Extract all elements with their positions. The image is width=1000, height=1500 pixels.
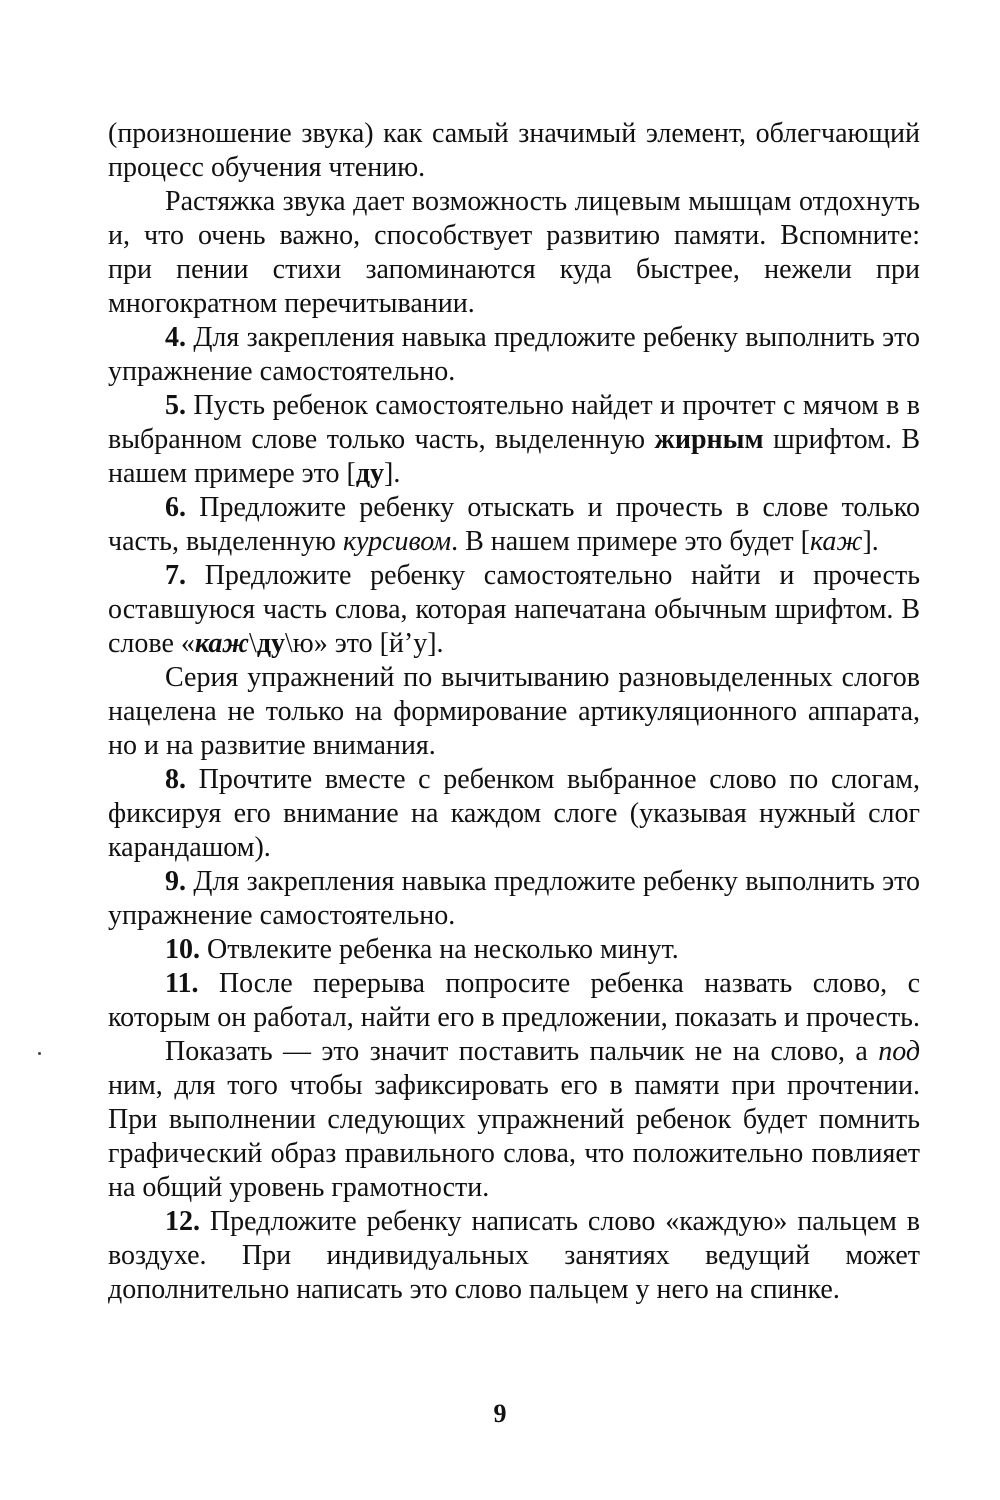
step-11 bbox=[108, 967, 920, 1035]
step-text: \ю» это [й’у]. bbox=[285, 628, 444, 659]
step-number: 5. bbox=[165, 390, 186, 421]
step-text: Для закрепления навыка предложите ребенку выполнить это упражнение самостоятельно. bbox=[108, 322, 920, 387]
bold-word: жирным bbox=[654, 424, 764, 455]
step-number: 6. bbox=[165, 492, 186, 523]
italic-word: под bbox=[878, 1036, 920, 1067]
step-number: 10. bbox=[165, 934, 200, 965]
step-text: шрифтом. В нашем примере это [ bbox=[108, 424, 920, 489]
paragraph-sound-stretch: Растяжка звука дает возможность лицевым мышцам отдохнуть и, что очень важно, способствует развитию памяти. Вспомните: при пении стихи запоминаются куда быстрее, нежели при многократном перечитывании. bbox=[108, 186, 920, 319]
step-9 bbox=[108, 865, 920, 933]
step-number: 4. bbox=[165, 322, 186, 353]
step-number: 9. bbox=[165, 866, 186, 897]
paragraph-text: Показать — это значит поставить пальчик не на слово, а bbox=[165, 1036, 879, 1067]
scan-speck bbox=[38, 1052, 41, 1055]
step-number: 12. bbox=[165, 1206, 200, 1237]
step-text: Пусть ребенок самостоятельно найдет и прочтет с мячом в в выбранном слове только часть, выделенную bbox=[108, 390, 920, 455]
step-text: ]. bbox=[862, 526, 879, 557]
step-number: 8. bbox=[165, 764, 186, 795]
step-number: 7. bbox=[165, 560, 186, 591]
paragraph-series: Серия упражнений по вычитыванию разновыделенных слогов нацелена не только на формирование артикуляционного аппарата, но и на развитие внимания. bbox=[108, 662, 920, 761]
italic-syllable: каж bbox=[194, 628, 250, 659]
bold-syllable: ду bbox=[256, 628, 285, 659]
page-number: 9 bbox=[493, 1399, 507, 1428]
step-text: Для закрепления навыка предложите ребенку выполнить это упражнение самостоятельно. bbox=[108, 866, 920, 931]
paragraph-text: ним, для того чтобы зафиксировать его в памяти при прочтении. При выполнении следующих упражнений ребенок будет помнить графический образ правильного слова, что положительно повлияет на общий уровень грамотности. bbox=[108, 1070, 920, 1203]
step-5 bbox=[108, 389, 920, 491]
step-text: ]. bbox=[384, 458, 401, 489]
step-text: . В нашем примере это будет [ bbox=[451, 526, 810, 557]
paragraph-continuation: (произношение звука) как самый значимый элемент, облегчающий процесс обучения чтению. bbox=[108, 118, 920, 183]
step-10 bbox=[108, 933, 920, 967]
step-text: Предложите ребенку отыскать и прочесть в слове только часть, выделенную bbox=[108, 492, 920, 557]
page-body bbox=[108, 117, 920, 1307]
step-7 bbox=[108, 559, 920, 661]
step-text: Предложите ребенку написать слово «каждую» пальцем в воздухе. При индивидуальных занятиях ведущий может дополнительно написать это слово пальцем у него на спинке. bbox=[108, 1206, 920, 1305]
step-6 bbox=[108, 491, 920, 559]
step-text: После перерыва попросите ребенка назвать слово, с которым он работал, найти его в предложении, показать и прочесть. bbox=[108, 968, 920, 1033]
step-12 bbox=[108, 1205, 920, 1307]
paragraph-show bbox=[108, 1035, 920, 1205]
italic-word: курсивом bbox=[342, 526, 452, 557]
italic-syllable: каж bbox=[809, 526, 863, 557]
step-number: 11. bbox=[165, 968, 199, 999]
bold-syllable: ду bbox=[355, 458, 385, 489]
step-text: Предложите ребенку самостоятельно найти и прочесть оставшуюся часть слова, которая напечатана обычным шрифтом. В слове « bbox=[108, 560, 920, 659]
step-text: Отвлеките ребенка на несколько минут. bbox=[200, 934, 679, 965]
step-text: Прочтите вместе с ребенком выбранное слово по слогам, фиксируя его внимание на каждом слоге (указывая нужный слог карандашом). bbox=[108, 764, 920, 863]
step-8 bbox=[108, 763, 920, 865]
step-4 bbox=[108, 321, 920, 389]
separator: \ bbox=[249, 628, 257, 659]
